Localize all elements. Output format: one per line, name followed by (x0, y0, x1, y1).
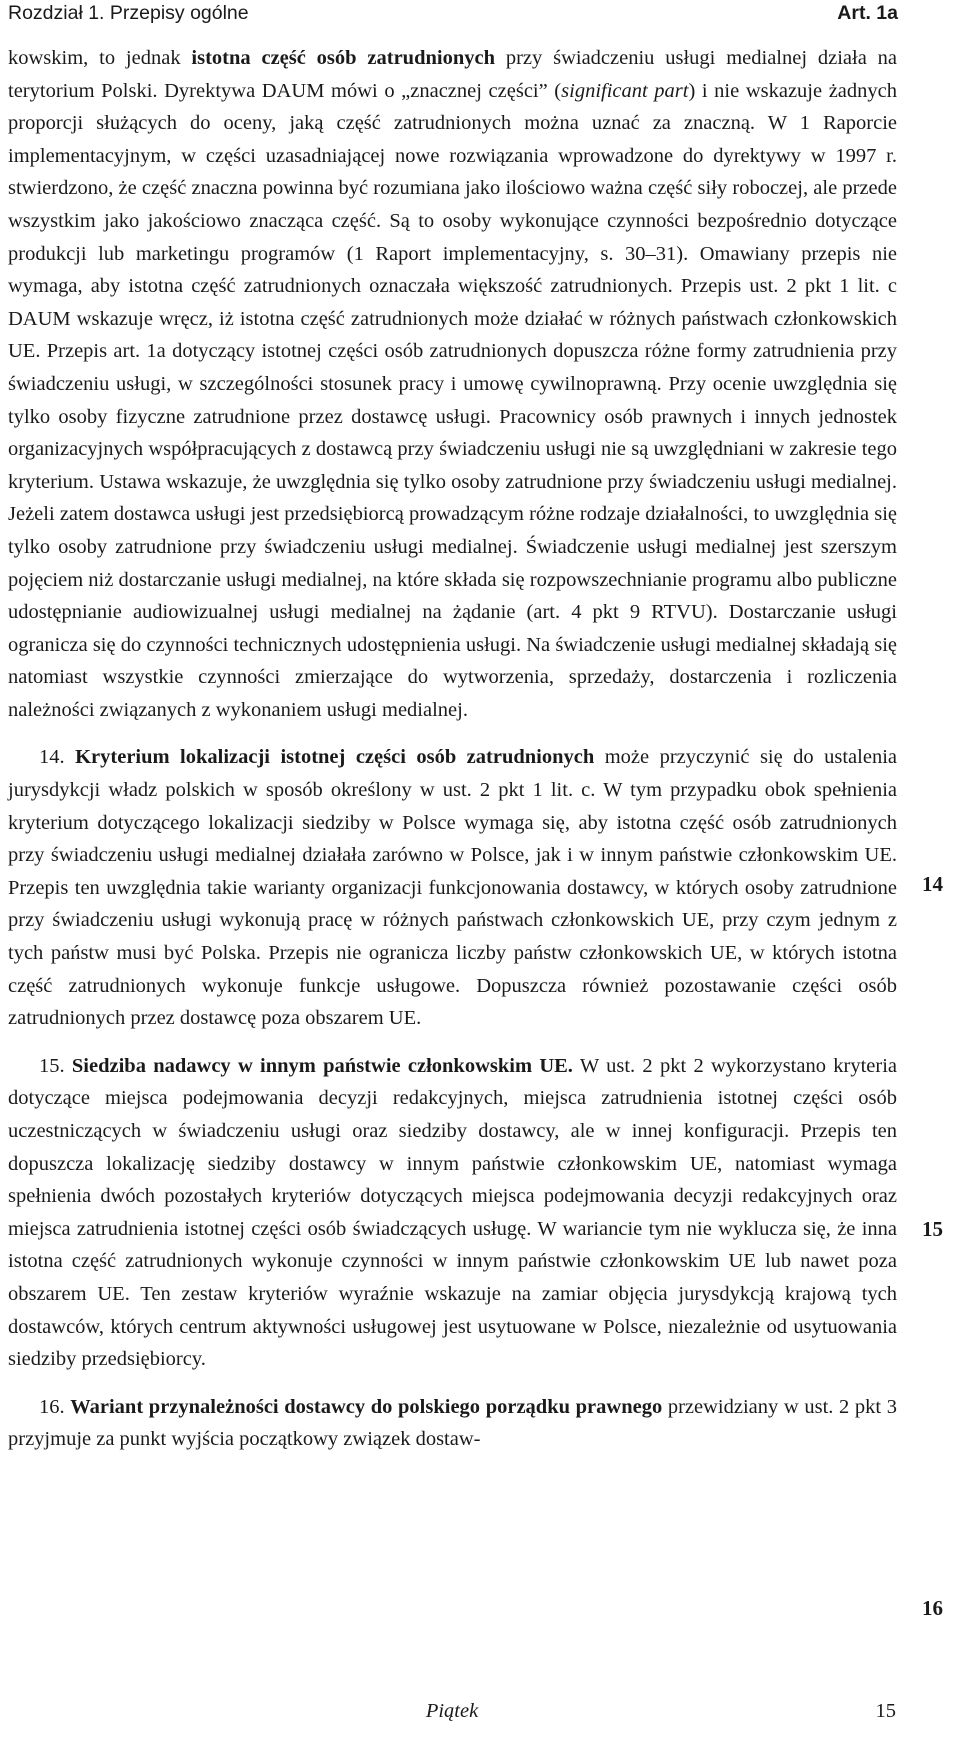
paragraph-heading: Siedziba nadawcy w innym państwie członkowskim UE. (71, 1054, 573, 1077)
article-label: Art. 1a (837, 2, 898, 24)
paragraph-number: 16. (39, 1395, 65, 1418)
chapter-title: Rozdział 1. Przepisy ogólne (8, 2, 249, 24)
text-run: ) i nie wskazuje żadnych proporcji służących do oceny, jaką część zatrudnionych można uznać za znaczną. W 1 Raporcie implementacyjnym, w części uzasadniającej nowe rozwiązania wprowadzone do dyrektywy w 1997 r. stwierdzono, że część znaczna powinna być rozumiana jako ilościowo ważna część siły roboczej, ale przede wszystkim jako jakościowo znacząca część. Są to osoby wykonujące czynności bezpośrednio dotyczące produkcji lub marketingu programów (1 Raport implementacyjny, s. 30–31). Omawiany przepis nie wymaga, aby istotna część zatrudnionych oznaczała większość zatrudnionych. Przepis ust. 2 pkt 1 lit. c DAUM wskazuje wręcz, iż istotna część zatrudnionych może działać w różnych państwach członkowskich UE. Przepis art. 1a dotyczący istotnej części osób zatrudnionych dopuszcza różne formy zatrudnienia przy świadczeniu usługi, w szczególności stosunek pracy i umowę cywilnoprawną. Przy ocenie uwzględnia się tylko osoby fizyczne zatrudnione przez dostawcę usługi. Pracownicy osób prawnych i innych jednostek organizacyjnych współpracujących z dostawcą przy świadczeniu usługi nie są uwzględniani w zakresie tego kryterium. Ustawa wskazuje, że uwzględnia się tylko osoby zatrudnione przy świadczeniu usługi medialnej. Jeżeli zatem dostawca usługi jest przedsiębiorcą prowadzącym różne rodzaje działalności, to uwzględnia się tylko osoby zatrudnione przy świadczeniu usługi medialnej. Świadczenie usługi medialnej jest szerszym pojęciem niż dostarczanie usługi medialnej, na które składa się rozpowszechnianie programu albo publiczne udostępnianie audiowizualnej usługi medialnej na żądanie (art. 4 pkt 9 RTVU). Dostarczanie usługi ogranicza się do czynności technicznych udostępnienia usługi. Na świadczenie usługi medialnej składają się natomiast wszystkie czynności zmierzające do wytworzenia, sprzedaży, dostarczenia i rozliczenia należności związanych z wykonaniem usługi medialnej. (8, 79, 897, 721)
paragraph-heading: Kryterium lokalizacji istotnej części osób zatrudnionych (75, 746, 595, 769)
margin-number-14: 14 (922, 872, 943, 896)
page-number: 15 (875, 1700, 896, 1722)
paragraph-text: przewidziany w ust. 2 pkt 3 przyjmuje za punkt wyjścia początkowy związek dostaw- (8, 1395, 897, 1451)
paragraph-number: 14. (39, 746, 65, 769)
paragraph-text: może przyczynić się do ustalenia jurysdykcji władz polskich w sposób określony w ust. 2 pkt 1 lit. c. W tym przypadku obok spełnienia kryterium dotyczącego lokalizacji siedziby w Polsce wymaga się, aby istotna część osób zatrudnionych przy świadczeniu usługi medialnej działała zarówno w Polsce, jak i w innym państwie członkowskim UE. Przepis ten uwzględnia takie warianty organizacji funkcjonowania dostawcy, w których osoby zatrudnione przy świadczeniu usługi wykonują pracę w różnych państwach członkowskich UE, przy czym jednym z tych państw musi być Polska. Przepis nie ogranicza liczby państw członkowskich UE, w których istotna część zatrudnionych wykonuje funkcje usługowe. Dopuszcza również pozostawanie części osób zatrudnionych przez dostawcę poza obszarem UE. (8, 746, 897, 1030)
paragraph-text: W ust. 2 pkt 2 wykorzystano kryteria dotyczące miejsca podejmowania decyzji redakcyjnych, miejsca zatrudnienia istotnej części osób uczestniczących w świadczeniu usługi oraz siedziby dostawcy, ale w innej konfiguracji. Przepis ten dopuszcza lokalizację siedziby dostawcy w innym państwie członkowskim UE, natomiast wymaga spełnienia dwóch pozostałych kryteriów dotyczących miejsca podejmowania decyzji redakcyjnych oraz miejsca zatrudnienia istotnej części osób świadczących usługę. W wariancie tym nie wyklucza się, że inna istotna część zatrudnionych wykonuje czynności w innym państwie członkowskim UE lub nawet poza obszarem UE. Ten zestaw kryteriów wyraźnie wskazuje na zamiar objęcia jurysdykcją krajową tych dostawców, których centrum aktywności usługowej jest usytuowane w Polsce, niezależnie od usytuowania siedziby przedsiębiorcy. (8, 1054, 897, 1371)
margin-number-16: 16 (922, 1596, 943, 1620)
paragraph-16 (8, 1391, 897, 1456)
paragraph-14 (8, 741, 897, 1034)
paragraph-continued (8, 42, 897, 726)
text-run: kowskim, to jednak (8, 47, 192, 69)
paragraph-15 (8, 1050, 897, 1376)
running-head (8, 2, 898, 32)
emphasis-term: istotna część osób zatrudnionych (191, 47, 495, 69)
paragraph-heading: Wariant przynależności dostawcy do polskiego porządku prawnego (70, 1395, 663, 1418)
page-footer (8, 1700, 896, 1734)
text-run: przy świadczeniu usługi medialnej działa na terytorium Polski. Dyrektywa DAUM mówi o „znacznej części” ( (8, 47, 897, 102)
italic-term: significant part (561, 79, 689, 102)
commentary-text (8, 42, 897, 1456)
margin-number-15: 15 (922, 1217, 943, 1241)
author-name: Piątek (425, 1700, 479, 1722)
paragraph-number: 15. (39, 1054, 65, 1077)
